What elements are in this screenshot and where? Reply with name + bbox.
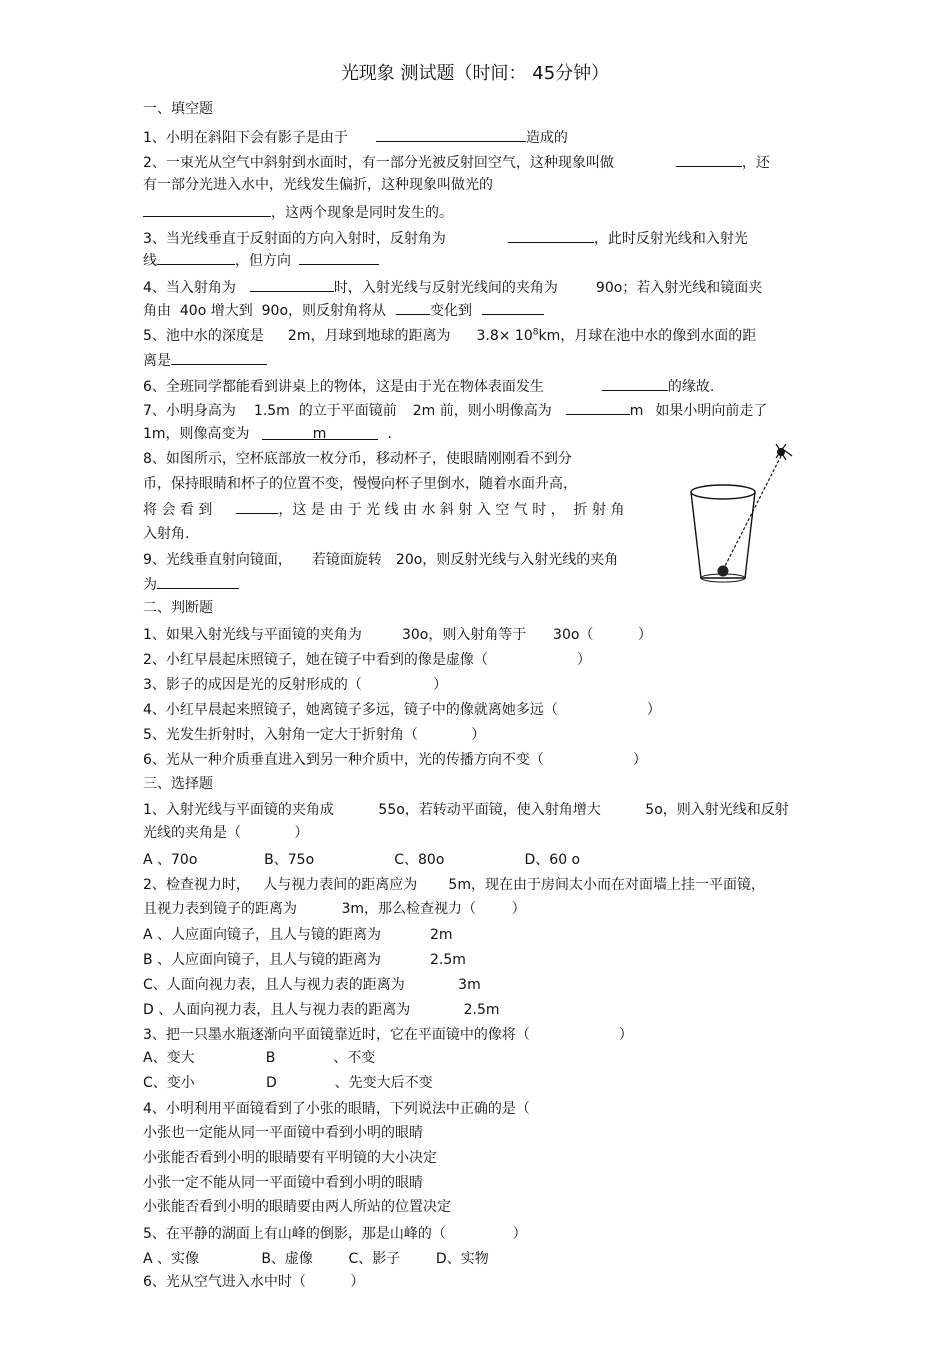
choice-question-2: 2、检查视力时， 人与视力表间的距离应为 5m，现在由于房间太小而在对面墙上挂一平面镜， [143,877,765,893]
fill-question-6: 6、全班同学都能看到讲桌上的物体，这是由于光在物体表面发生 的缘故. [143,379,715,395]
choice-question-2-option-d: D 、人面向视力表，且人与视力表的距离为 2.5m [143,1002,500,1018]
choice-question-5: 5、在平静的湖面上有山峰的倒影，那是山峰的（ ） [143,1226,527,1242]
fill-question-8-line3: 将 会 看 到 ，这 是 由 于 光 线 由 水 斜 射 入 空 气 时 ， 折 射 角 [143,502,625,518]
choice-question-4-option-b: 小张能否看到小明的眼睛要有平明镜的大小决定 [143,1150,437,1166]
fill-question-1: 1、小明在斜阳下会有影子是由于 造成的 [143,130,568,146]
section-heading-judge: 二、判断题 [143,600,213,616]
choice-question-5-options: A 、实像 B、虚像 C、影子 D、实物 [143,1251,489,1267]
fill-question-8-line2: 币，保持眼睛和杯子的位置不变，慢慢向杯子里倒水，随着水面升高， [143,476,577,492]
judge-question-1: 1、如果入射光线与平面镜的夹角为 30o，则入射角等于 30o（ ） [143,627,652,643]
choice-question-3-options-ab: A、变大 B 、不变 [143,1050,376,1066]
choice-question-2-option-b: B 、人应面向镜子，且人与镜的距离为 2.5m [143,952,466,968]
choice-question-4-option-a: 小张也一定能从同一平面镜中看到小明的眼睛 [143,1125,423,1141]
choice-question-2-option-a: A 、人应面向镜子，且人与镜的距离为 2m [143,927,453,943]
judge-question-5: 5、光发生折射时，入射角一定大于折射角（ ） [143,727,486,743]
fill-question-7-line2: 1m，则像高变为 m . [143,426,392,442]
fill-question-5: 5、池中水的深度是 2m，月球到地球的距离为 $3.8\times 10^8km$，月球在池中水的像到水面的距 [143,327,757,344]
choice-question-3: 3、把一只墨水瓶逐渐向平面镜靠近时，它在平面镜中的像将（ ） [143,1027,633,1043]
fill-question-4-line2: 角由 40o 增大到 90o，则反射角将从 变化到 [143,301,544,319]
choice-question-3-options-cd: C、变小 D 、先变大后不变 [143,1075,433,1091]
fill-question-8: 8、如图所示，空杯底部放一枚分币，移动杯子，使眼睛刚刚看不到分 [143,451,572,467]
page-title: 光现象 测试题（时间： 45分钟） [340,63,610,84]
choice-question-1: 1、入射光线与平面镜的夹角成 55o，若转动平面镜，使入射角增大 5o，则入射光线和反射 [143,802,789,818]
choice-question-6: 6、光从空气进入水中时（ ） [143,1274,365,1290]
fill-question-9: 9、光线垂直射向镜面， 若镜面旋转 20o，则反射光线与入射光线的夹角 [143,552,619,568]
section-heading-fill: 一、填空题 [143,101,213,117]
fill-question-5-line2: 离是 [143,351,267,369]
fill-question-4: 4、当入射角为 时，入射光线与反射光线间的夹角为 90o；若入射光线和镜面夹 [143,280,763,296]
choice-question-1-line2: 光线的夹角是（ ） [143,825,309,841]
choice-question-2-line2: 且视力表到镜子的距离为 3m，那么检查视力（ ） [143,901,526,917]
choice-question-4-option-c: 小张一定不能从同一平面镜中看到小明的眼睛 [143,1175,423,1191]
eye-icon [776,444,792,460]
judge-question-4: 4、小红早晨起来照镜子，她离镜子多远，镜子中的像就离她多远（ ） [143,702,661,718]
judge-question-6: 6、光从一种介质垂直进入到另一种介质中，光的传播方向不变（ ） [143,752,647,768]
fill-question-2-line2: 有一部分光进入水中，光线发生偏折，这种现象叫做光的 [143,177,493,193]
fill-question-2: 2、一束光从空气中斜射到水面时，有一部分光被反射回空气，这种现象叫做 ，还 [143,155,770,171]
fill-question-7: 7、小明身高为 1.5m 的立于平面镜前 2m 前，则小明像高为 m 如果小明向前走了 [143,403,768,419]
choice-question-2-option-c: C、人面向视力表，且人与视力表的距离为 3m [143,977,481,993]
fill-question-2-line3: ，这两个现象是同时发生的。 [143,203,453,221]
fill-question-9-line2: 为 [143,575,239,593]
choice-question-4-option-d: 小张能否看到小明的眼睛要由两人所站的位置决定 [143,1199,451,1215]
fill-question-3-line2: 线 ，但方向 [143,251,379,269]
section-heading-choice: 三、选择题 [143,776,213,792]
fill-question-3: 3、当光线垂直于反射面的方向入射时，反射角为 ，此时反射光线和入射光 [143,231,748,247]
cup-coin-figure [682,436,802,586]
judge-question-3: 3、影子的成因是光的反射形成的（ ） [143,677,448,693]
judge-question-2: 2、小红早晨起床照镜子，她在镜子中看到的像是虚像（ ） [143,652,591,668]
fill-question-8-line4: 入射角. [143,526,190,542]
choice-question-1-options: A 、70o B、75o C、80o D、60 o [143,852,581,868]
choice-question-4: 4、小明利用平面镜看到了小张的眼睛，下列说法中正确的是（ [143,1101,530,1117]
coin-icon [718,566,729,577]
